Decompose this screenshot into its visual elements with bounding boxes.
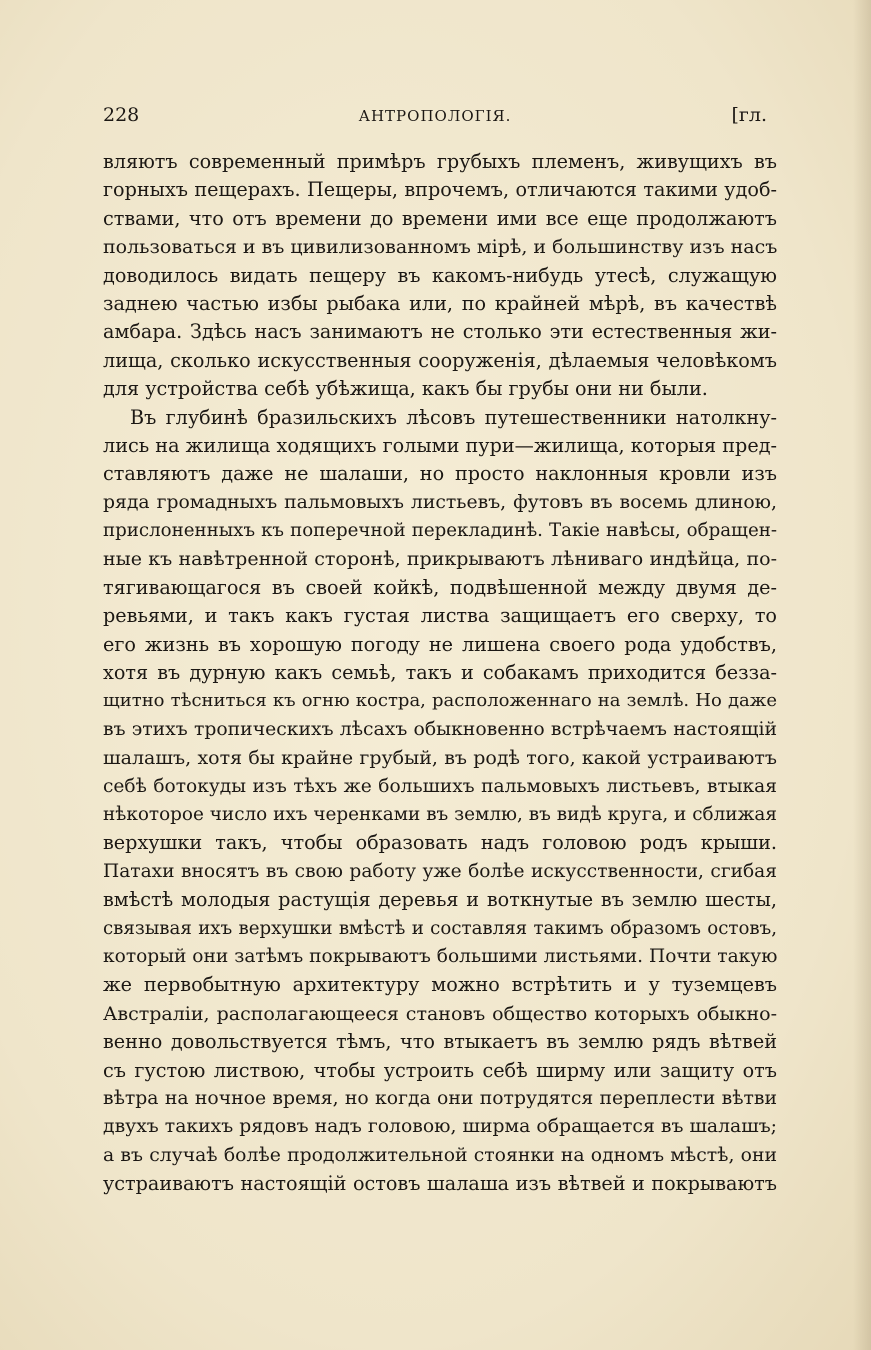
text-line: пользоваться и въ цивилизованномъ мірѣ, и большинству изъ насъ [103, 236, 778, 259]
text-line: тягивающагося въ своей койкѣ, подвѣшенной между двумя де- [103, 575, 777, 599]
body-text [103, 148, 777, 1198]
text-line: ставляютъ даже не шалаши, но просто наклонныя кровли изъ [103, 462, 777, 486]
text-line: двухъ такихъ рядовъ надъ головою, ширма обращается въ шалашъ; [103, 1116, 777, 1138]
text-line: для устройства себѣ убѣжища, какъ бы грубы они ни были. [103, 377, 708, 401]
text-line: доводилось видать пещеру въ какомъ-нибудь утесѣ, служащую [103, 263, 777, 287]
text-line: лись на жилища ходящихъ голыми пури—жилища, которыя пред- [103, 433, 777, 457]
text-line: Патахи вносятъ въ свою работу уже болѣе искусственности, сгибая [103, 860, 777, 882]
text-line: венно довольствуется тѣмъ, что втыкаетъ въ землю рядъ вѣтвей [103, 1030, 777, 1054]
text-line: въ этихъ тропическихъ лѣсахъ обыкновенно встрѣчаемъ настоящій [103, 718, 777, 740]
text-line: хотя въ дурную какъ семьѣ, такъ и собакамъ приходится безза- [103, 661, 777, 685]
text-line: заднею частью избы рыбака или, по крайней мѣрѣ, въ качествѣ [103, 291, 777, 315]
text-line: себѣ ботокуды изъ тѣхъ же большихъ пальмовыхъ листьевъ, втыкая [103, 775, 777, 797]
running-head [103, 104, 767, 132]
text-line: его жизнь въ хорошую погоду не лишена своего рода удобствъ, [103, 632, 777, 656]
text-line: ные къ навѣтренной сторонѣ, прикрываютъ лѣниваго индѣйца, по- [103, 548, 777, 571]
text-line: амбара. Здѣсь насъ занимаютъ не столько эти естественныя жи- [103, 320, 777, 344]
page-edge-shadow [853, 0, 871, 1350]
text-line: а въ случаѣ болѣе продолжительной стоянки на одномъ мѣстѣ, они [103, 1144, 777, 1166]
paragraph-first-line: Въ глубинѣ бразильскихъ лѣсовъ путешественники натолкну- [130, 405, 777, 429]
text-line: связывая ихъ верхушки вмѣстѣ и составляя такимъ образомъ остовъ, [103, 917, 777, 939]
text-line: который они затѣмъ покрываютъ большими листьями. Почти такую [103, 945, 778, 967]
running-title: АНТРОПОЛОГІЯ. [358, 107, 512, 125]
text-line: вѣтра на ночное время, но когда они потрудятся переплести вѣтви [103, 1087, 777, 1109]
text-line: нѣкоторое число ихъ черенками въ землю, въ видѣ круга, и сближая [103, 803, 777, 825]
text-line: съ густою листвою, чтобы устроить себѣ ширму или защиту отъ [103, 1058, 777, 1082]
text-line: лища, сколько искусственныя сооруженія, дѣлаемыя человѣкомъ [103, 348, 777, 372]
text-line: же первобытную архитектуру можно встрѣтить и у туземцевъ [103, 973, 777, 997]
text-line: шалашъ, хотя бы крайне грубый, въ родѣ того, какой устраиваютъ [103, 747, 777, 770]
text-line: ряда громадныхъ пальмовыхъ листьевъ, футовъ въ восемь длиною, [103, 491, 777, 513]
text-line: верхушки такъ, чтобы образовать надъ головою родъ крыши. [103, 831, 777, 855]
text-line: прислоненныхъ къ поперечной перекладинѣ. Такіе навѣсы, обращен- [103, 520, 777, 542]
text-line: ревьями, и такъ какъ густая листва защищаетъ его сверху, то [103, 604, 777, 628]
text-line: ствами, что отъ времени до времени ими все еще продолжаютъ [103, 206, 777, 230]
text-line: вмѣстѣ молодыя растущія деревья и воткнутые въ землю шесты, [103, 888, 777, 912]
text-line: вляютъ современный примѣръ грубыхъ племенъ, живущихъ въ [103, 150, 777, 173]
page-number: 228 [103, 104, 140, 126]
text-line: устраиваютъ настоящій остовъ шалаша изъ вѣтвей и покрываютъ [103, 1172, 777, 1196]
chapter-mark: [гл. [731, 104, 767, 126]
text-line: горныхъ пещерахъ. Пещеры, впрочемъ, отличаются такими удоб- [103, 178, 777, 202]
text-line: щитно тѣсниться къ огню костра, расположеннаго на землѣ. Но даже [103, 690, 777, 712]
text-line: Австраліи, располагающееся становъ общество которыхъ обыкно- [103, 1002, 777, 1025]
